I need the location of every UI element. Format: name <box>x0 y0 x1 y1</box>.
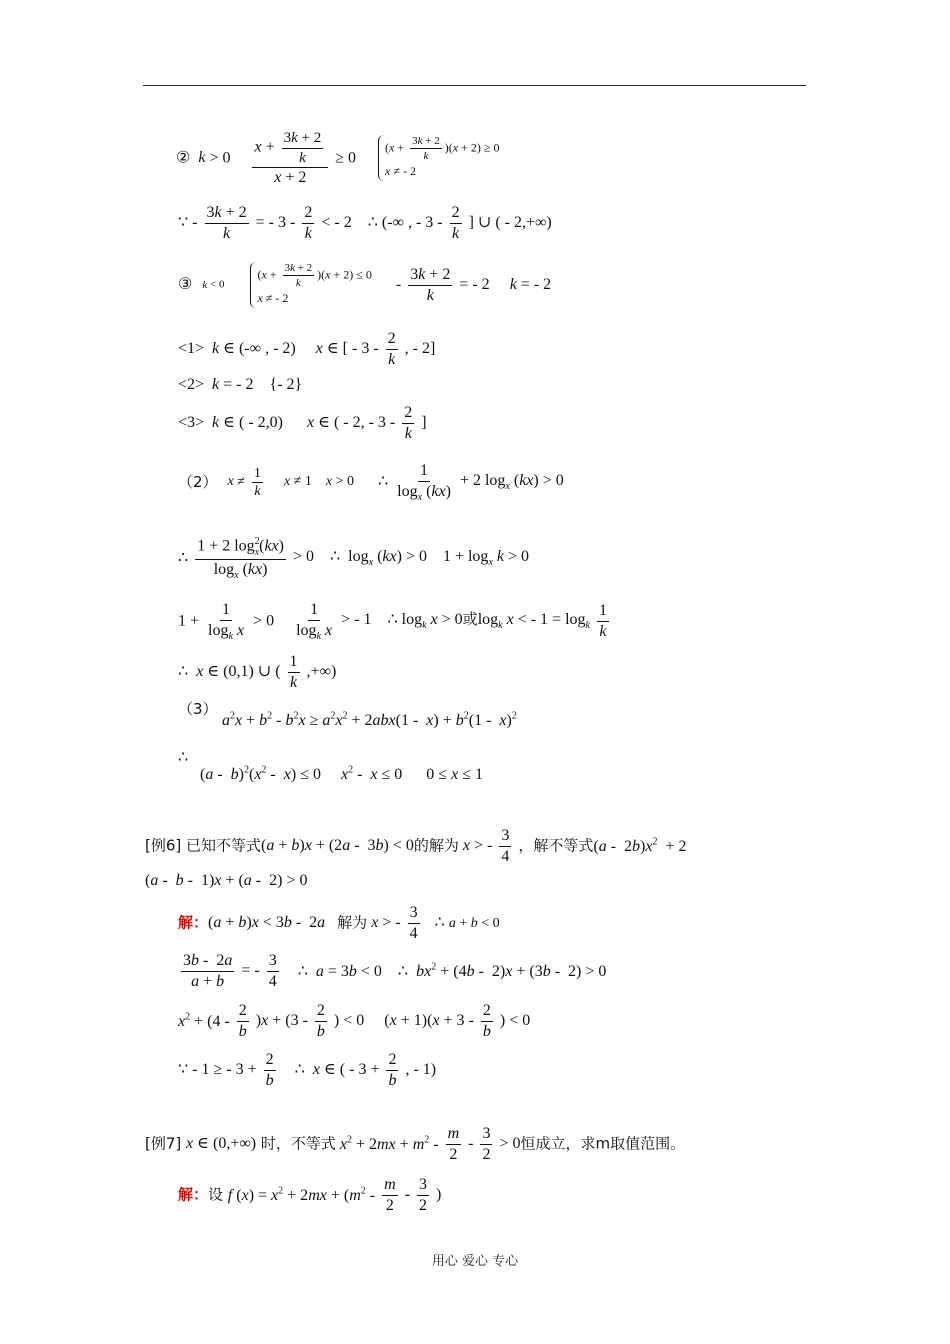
part-2-step-1: ∴ $\frac{1 + 2 \log^2_x(kx)}{\log_x (kx)}$ > 0 ∴ $\log_x (kx) > 0$ $1 + \log_x k > 0$ <box>178 536 530 581</box>
example-6-solution-step-3: $x^2 + (4$ - $\frac{2}{b}$ )x + (3 - $\frac{2}{b}$ ) < 0 (x + 1)(x + 3 - $\frac{2}{b}$ ) < 0 <box>178 1002 531 1040</box>
page-footer: 用心 爱心 专心 <box>431 1254 519 1269</box>
example-7-solution: 解：设 f $(x) = x^2 + 2mx + (m^2$ - $\frac{m}{2}$ - $\frac{3}{2}$ ) <box>178 1176 442 1214</box>
example-6-statement: [例6] 已知不等式(a + b)x + (2a - 3b) < 0的解为 x > - $\frac{3}{4}$ ，解不等式$(a - 2b)x^2 + 2$ <box>145 827 687 865</box>
part-2-result: ∴ x ∈ (0,1) ∪ ( $\frac{1}{k}$ ,+∞) <box>178 653 337 691</box>
example-6-solution-step-4: ∵ - 1 ≥ - 3 + $\frac{2}{b}$ ∴ x ∈ ( - 3 + $\frac{2}{b}$ , - 1) <box>178 1051 437 1089</box>
example-6-solution-step-2: $\frac{3b - 2a}{a + b}$ = - $\frac{3}{4}$ ∴ a = 3b < 0 ∴ $bx^2 + (4b - 2)x + (3b - 2) > 0$ <box>183 952 607 990</box>
case-2-condition: ② k > 0 x + $\frac{3k + 2}{k}$ x + 2 ≥ 0 (x + $\frac{3k + 2}{k}$ )(x + 2) ≥ 0 x ≠ - 2 <box>176 130 500 186</box>
example-6-solution-step-1: 解：(a + b)x < 3b - 2a 解为 x > - $\frac{3}{4}$ ∴ a + b < 0 <box>178 904 500 942</box>
case-2-derivation: ∵ - $\frac{3k + 2}{k}$ = - 3 - $\frac{2}{k}$ < - 2 ∴ (-∞ , - 3 - $\frac{2}{k}$ ] ∪ ( - 2,+∞) <box>178 204 552 242</box>
subcase-2: <2> k = - 2 {- 2} <box>178 376 303 393</box>
example-7-statement: [例7] x ∈ (0,+∞) 时，不等式 $x^2 + 2mx + m^2$ - $\frac{m}{2}$ - $\frac{3}{2}$ > 0恒成立，求m取值范围。 <box>145 1125 686 1163</box>
subcase-1: <1> k ∈ (-∞ , - 2) x ∈ [ - 3 - $\frac{2}{k}$ , - 2] <box>178 330 436 368</box>
part-3-setup: （3） $a^2x + b^2 - b^2x \ge a^2x^2 + 2abx(1 - x) + b^2(1 - x)^2$ <box>178 700 517 730</box>
example-6-statement-cont: (a - b - 1)x + (a - 2) > 0 <box>145 872 308 889</box>
part-3-result: ∴ $(a - b)^2(x^2 - x) \le 0$ $x^2 - x \le 0$ 0 ≤ x ≤ 1 <box>178 749 483 784</box>
subcase-3: <3> k ∈ ( - 2,0) x ∈ ( - 2, - 3 - $\frac{2}{k}$ ] <box>178 404 427 442</box>
case-3-condition: ③ k < 0 (x + $\frac{3k + 2}{k}$ )(x + 2) ≤ 0 x ≠ - 2 - $\frac{3k + 2}{k}$ = - 2 k = - 2 <box>178 262 551 308</box>
part-2-setup: （2） x ≠ $\frac{1}{k}$ x ≠ 1 x > 0 ∴ $\frac{1}{\log_x (kx)}$ + 2 $\log_x (kx) > 0$ <box>178 462 564 503</box>
header-rule <box>143 85 806 86</box>
part-2-step-2: 1 + $\frac{1}{\log_k x}$ > 0 $\frac{1}{\log_k x}$ > - 1 ∴ $\log_k x > 0$或$\log_k x$ < - $1 = \log_k$ $\frac{1}{k}$ <box>178 601 607 642</box>
